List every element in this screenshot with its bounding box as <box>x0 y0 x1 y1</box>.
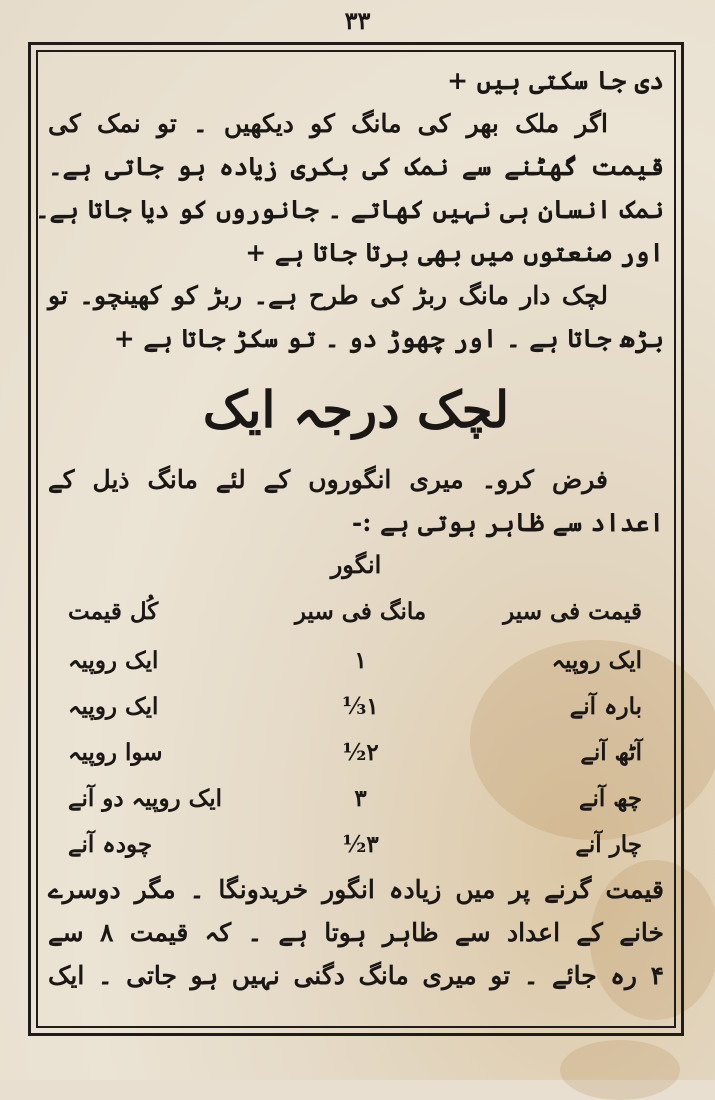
cell-total: چودہ آنے <box>68 830 153 858</box>
table-header-row <box>50 585 662 637</box>
cell-demand: ۱⅓ <box>342 692 379 720</box>
cell-total: ایک روپیہ <box>68 692 159 720</box>
text-line: ۴ رہ جائے ۔ تو میری مانگ دگنی نہیں ہو جاتی ۔ ایک <box>48 961 664 990</box>
page-content <box>34 60 668 998</box>
text-line: قیمت گھٹنے سے نمک کی بکری زیادہ ہو جاتی ہے۔ <box>48 152 664 181</box>
text-line: اعداد سے ظاہر ہوتی ہے :- <box>351 508 664 537</box>
text-line: اور صنعتوں میں بھی برتا جاتا ہے + <box>245 238 664 267</box>
text-line: خانے کے اعداد سے ظاہر ہوتا ہے ۔ کہ قیمت ۸ سے <box>48 918 664 947</box>
grape-demand-table <box>50 585 662 867</box>
closing-paragraph <box>44 869 668 998</box>
table-row <box>50 775 662 821</box>
page-number: ۳۳ <box>344 6 371 35</box>
cell-price: بارہ آنے <box>569 692 642 720</box>
text-line: فرض کرو۔ میری انگوروں کے لئے مانگ ذیل کے <box>48 465 608 494</box>
section-heading: لچک درجہ ایک <box>202 380 510 439</box>
text-line: لچک دار مانگ ربڑ کی طرح ہے۔ ربڑ کو کھینچو۔ تو <box>48 281 608 310</box>
text-line: دی جا سکتی ہیں + <box>447 66 664 95</box>
text-line: قیمت گرنے پر میں زیادہ انگور خریدونگا ۔ مگر دوسرے <box>48 875 664 904</box>
header-demand: مانگ فی سیر <box>294 597 427 625</box>
text-line: نمک انسان ہی نہیں کھاتے ۔ جانوروں کو دیا جاتا ہے۔ <box>34 195 664 224</box>
cell-demand: ۳ <box>354 784 367 812</box>
cell-price: آٹھ آنے <box>580 738 642 766</box>
table-row <box>50 729 662 775</box>
cell-price: ایک روپیہ <box>551 646 642 674</box>
header-price: قیمت فی سیر <box>503 597 642 625</box>
cell-demand: ۲½ <box>342 738 379 766</box>
header-total: کُل قیمت <box>68 597 159 625</box>
cell-price: چار آنے <box>575 830 642 858</box>
table-row <box>50 821 662 867</box>
cell-total: ایک روپیہ دو آنے <box>68 784 223 812</box>
table-row <box>50 683 662 729</box>
text-line: اگر ملک بھر کی مانگ کو دیکھیں ۔ تو نمک کی <box>48 109 608 138</box>
paper-stain <box>560 1040 680 1100</box>
text-line: بڑھ جاتا ہے ۔ اور چھوڑ دو ۔ تو سکڑ جاتا ہے + <box>113 324 664 353</box>
cell-total: سوا روپیہ <box>68 738 163 766</box>
table-title: انگور <box>330 550 382 579</box>
cell-demand: ۳½ <box>342 830 379 858</box>
cell-price: چھ آنے <box>578 784 642 812</box>
cell-demand: ۱ <box>354 646 367 674</box>
cell-total: ایک روپیہ <box>68 646 159 674</box>
table-row <box>50 637 662 683</box>
